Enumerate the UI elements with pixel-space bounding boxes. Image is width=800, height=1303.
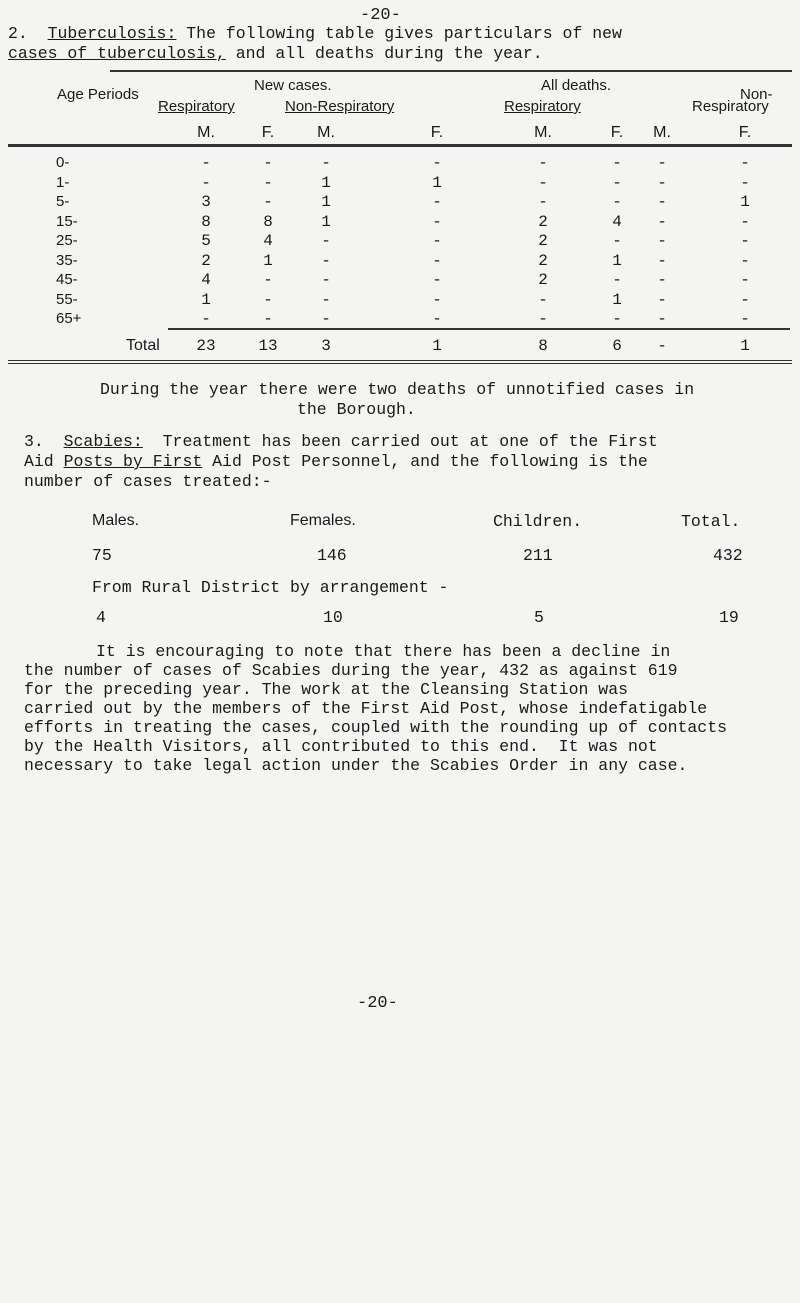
section-number: 2. [8,24,28,43]
total-cell: - [657,337,667,355]
table-cell: 2 [538,212,548,231]
rural-value-total: 19 [719,608,739,627]
table-cell: - [201,310,211,328]
table-cell: 1 [612,251,622,270]
total-cell: 1 [740,337,750,355]
table-cell: - [657,271,667,289]
table-top-rule [110,70,792,72]
table-cell: - [612,310,622,328]
table-cell: - [538,193,548,211]
table-cell: - [432,232,442,250]
table-cell: 1 [321,212,331,231]
table-cell: - [657,154,667,172]
scabies-header-males: Males. [92,512,140,529]
table-cell: - [740,154,750,172]
scabies-header-total: Total. [681,512,741,531]
section-text-underlined: Posts by First [63,452,203,471]
header-non: Non- [740,86,773,103]
sub-header-rule [8,144,792,147]
sub-header: F. [261,124,275,141]
table-cell: - [657,290,667,309]
table-cell: - [432,251,442,270]
table-cell: - [538,310,548,328]
table-cell: - [538,154,548,172]
age-period: 0- [56,154,70,171]
section-text: Treatment has been carried out at one of the First [162,432,658,451]
table-cell: - [740,310,750,328]
table-cell: - [432,271,442,289]
page-number-bottom: -20- [357,994,398,1013]
header-respiratory: Respiratory [158,98,235,115]
sub-header: M. [197,124,215,141]
table-cell: - [432,212,442,231]
age-period: 35- [56,251,78,269]
scabies-value-total: 432 [713,546,743,565]
table-cell: 4 [612,212,622,231]
section-3-line2 [24,452,648,471]
section-text-underlined: cases of tuberculosis, [8,44,226,63]
section-text: Aid [24,452,54,471]
scabies-value-females: 146 [317,546,347,565]
col-age-periods: Age Periods [57,86,139,103]
table-cell: 1 [321,193,331,211]
paragraph-line: It is encouraging to note that there has been a decline in [96,642,671,661]
table-cell: - [657,173,667,192]
table-cell: 5 [201,232,211,250]
table-cell: - [740,271,750,289]
section-title: Tuberculosis: [47,24,177,43]
table-cell: - [201,154,211,172]
total-cell: 3 [321,337,331,355]
table-cell: - [538,173,548,192]
table-cell: 1 [201,290,211,309]
table-cell: - [263,173,273,192]
total-cell: 13 [258,337,278,355]
age-period: 45- [56,271,78,288]
section-3-heading [24,432,658,451]
table-cell: - [321,271,331,289]
header-new-cases: New cases. [254,77,332,94]
section-text: Aid Post Personnel, and the following is the [212,452,648,471]
header-all-deaths: All deaths. [541,77,612,94]
table-cell: 2 [201,251,211,270]
header-deaths-non-respiratory: Respiratory [692,98,769,115]
paragraph-line: the number of cases of Scabies during the year, 432 as against 619 [24,661,678,680]
table-cell: - [612,154,622,172]
section-2-line2 [8,44,543,63]
age-period: 5- [56,193,70,210]
table-cell: 1 [321,173,331,192]
age-period: 15- [56,212,78,230]
paragraph-line: efforts in treating the cases, coupled with the rounding up of contacts [24,718,728,737]
table-cell: - [263,193,273,211]
scabies-value-males: 75 [92,546,112,565]
table-cell: 8 [201,212,211,231]
sub-header: F. [610,124,624,141]
table-cell: - [321,290,331,309]
table-cell: - [657,251,667,270]
sub-header: F. [738,124,752,141]
table-cell: - [612,271,622,289]
rural-value-children: 5 [534,608,544,627]
table-cell: - [432,193,442,211]
section-text: and all deaths during the year. [235,44,543,63]
table-cell: - [432,154,442,172]
section-2-heading [8,24,622,43]
rural-value-males: 4 [96,608,106,627]
table-cell: - [740,251,750,270]
total-label: Total [126,337,160,354]
rural-district-label: From Rural District by arrangement - [92,578,449,597]
table-cell: - [321,232,331,250]
table-cell: 1 [612,290,622,309]
table-cell: 2 [538,251,548,270]
table-cell: 1 [740,193,750,211]
total-rule-bottom [8,360,792,364]
table-cell: - [612,173,622,192]
table-cell: - [740,290,750,309]
table-cell: - [263,154,273,172]
section-3-line3: number of cases treated:- [24,472,272,491]
table-cell: - [321,310,331,328]
scabies-header-females: Females. [290,512,356,529]
age-period: 1- [56,173,70,191]
age-period: 25- [56,232,78,249]
table-cell: - [538,290,548,309]
table-cell: - [740,212,750,231]
table-cell: - [657,232,667,250]
table-cell: 1 [263,251,273,270]
table-cell: 4 [263,232,273,250]
age-period: 65+ [56,310,82,327]
table-cell: 4 [201,271,211,289]
table-cell: - [432,310,442,328]
paragraph-line: for the preceding year. The work at the Cleansing Station was [24,680,628,699]
scabies-header-children: Children. [493,512,583,531]
page-number-top: -20- [360,6,401,25]
table-cell: - [612,232,622,250]
header-deaths-respiratory: Respiratory [504,98,581,115]
table-cell: 3 [201,193,211,211]
table-cell: - [321,251,331,270]
sub-header: F. [430,124,444,141]
table-cell: - [432,290,442,309]
sub-header: M. [653,124,671,141]
rural-value-females: 10 [323,608,343,627]
total-cell: 23 [196,337,216,355]
paragraph-line: necessary to take legal action under the Scabies Order in any case. [24,756,688,775]
paragraph-line: carried out by the members of the First Aid Post, whose indefatigable [24,699,708,718]
table-cell: 8 [263,212,273,231]
age-period: 55- [56,290,78,308]
total-cell: 1 [432,337,442,355]
sub-header: M. [317,124,335,141]
table-cell: - [740,232,750,250]
table-cell: 1 [432,173,442,192]
section-title: Scabies: [63,432,143,451]
table-cell: - [612,193,622,211]
unnotified-line-1: During the year there were two deaths of unnotified cases in [100,380,695,399]
total-cell: 6 [612,337,622,355]
table-cell: 2 [538,271,548,289]
table-cell: - [657,212,667,231]
total-cell: 8 [538,337,548,355]
table-cell: - [657,310,667,328]
table-cell: - [321,154,331,172]
total-rule-top [168,328,790,330]
header-non-respiratory: Non-Respiratory [285,98,395,115]
table-cell: - [201,173,211,192]
table-cell: - [657,193,667,211]
section-text: The following table gives particulars of new [186,24,622,43]
scabies-value-children: 211 [523,546,553,565]
table-cell: - [263,310,273,328]
sub-header: M. [534,124,552,141]
unnotified-line-2: the Borough. [297,400,416,419]
table-cell: - [263,271,273,289]
paragraph-line: by the Health Visitors, all contributed to this end. It was not [24,737,658,756]
table-cell: 2 [538,232,548,250]
table-cell: - [740,173,750,192]
section-number: 3. [24,432,44,451]
table-cell: - [263,290,273,309]
